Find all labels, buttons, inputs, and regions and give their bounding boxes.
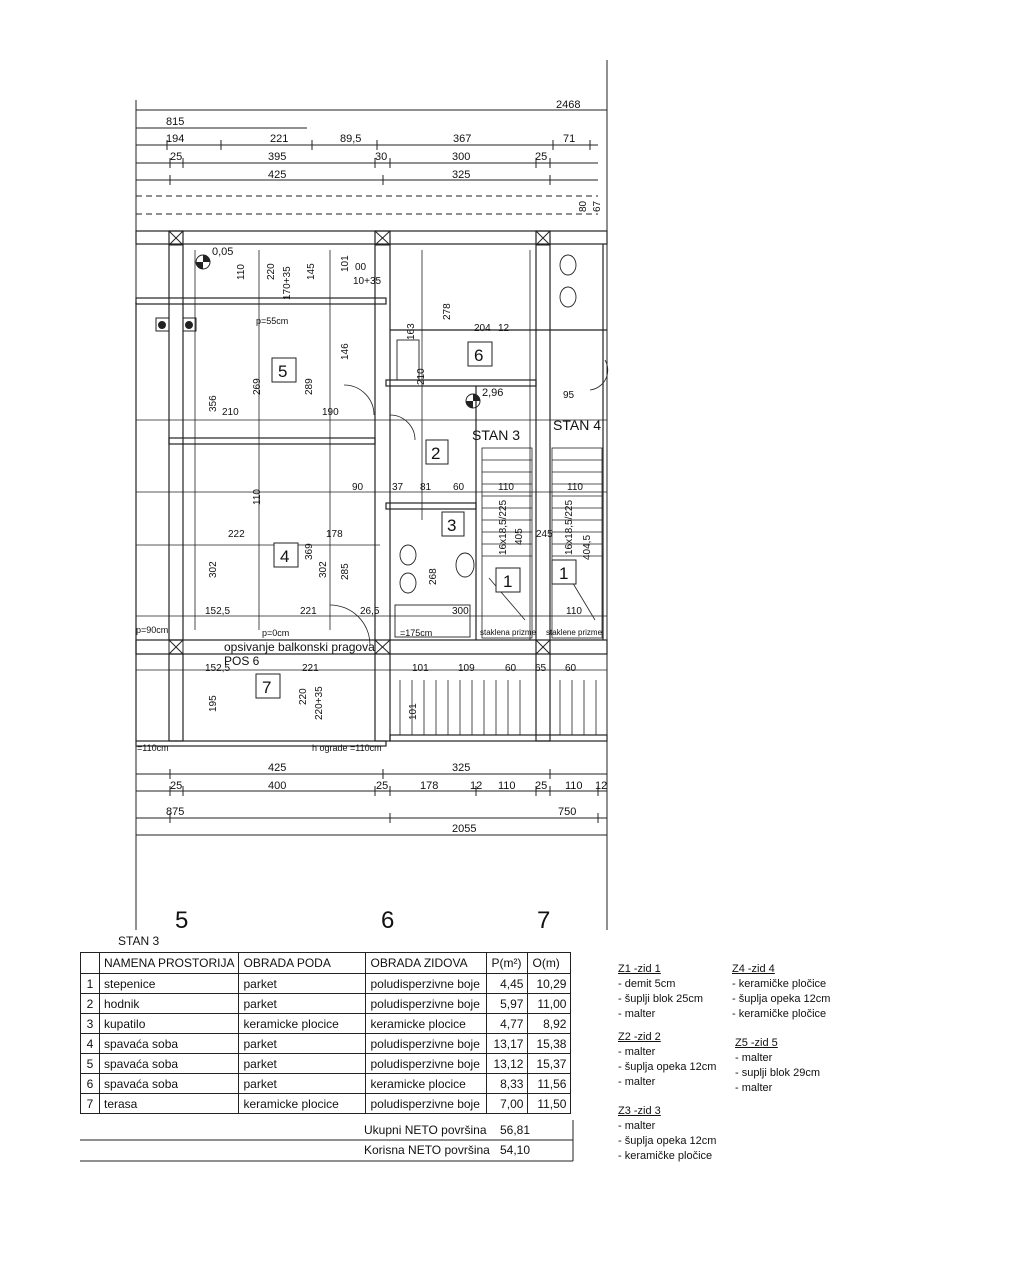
legend-item: - keramičke pločice — [618, 1150, 713, 1162]
inner-dim: 204 — [474, 323, 491, 334]
wall-finish: poludisperzivne boje — [366, 974, 487, 994]
inner-dim: 60 — [565, 663, 577, 674]
sill-height: p=0cm — [262, 628, 290, 638]
table-row — [81, 1034, 571, 1054]
level-marker-icon — [196, 255, 210, 269]
wall-legend-z5 — [735, 1036, 820, 1096]
sill-height: p=90cm — [136, 625, 169, 635]
dim-top-row4: 325 — [452, 169, 471, 181]
room-name: terasa — [100, 1094, 239, 1114]
floor-finish: keramicke plocice — [239, 1094, 366, 1114]
legend-item: - malter — [618, 1046, 656, 1058]
wall-legend-z3 — [618, 1104, 716, 1164]
table-header-row — [81, 953, 571, 974]
floor-finish: parket — [239, 974, 366, 994]
legend-title: Z2 -zid 2 — [618, 1031, 661, 1043]
row-index: 2 — [81, 994, 100, 1014]
inner-dim: 110 — [252, 489, 263, 505]
wall-legend-z4 — [732, 962, 830, 1022]
inner-dim: 356 — [208, 395, 219, 412]
inner-dim: 404,5 — [582, 534, 593, 560]
inner-dim: 302 — [318, 561, 329, 578]
room-number: 7 — [262, 678, 272, 697]
inner-dim: 60 — [505, 663, 517, 674]
row-index: 6 — [81, 1074, 100, 1094]
room-name: spavaća soba — [100, 1054, 239, 1074]
sill-height: p=55cm — [256, 316, 289, 326]
table-row — [81, 994, 571, 1014]
dim-bottom-row2: 110 — [498, 780, 516, 792]
axis-label: 5 — [175, 907, 189, 930]
inner-dim: 163 — [406, 323, 417, 340]
inner-dim: 26,5 — [360, 606, 380, 617]
legend-item: - keramičke pločice — [732, 978, 827, 990]
dim-bottom-row2: 25 — [376, 780, 389, 792]
dim-bottom-row2: 400 — [268, 780, 287, 792]
legend-item: - keramičke pločice — [732, 1008, 827, 1020]
wall-legend-z2 — [618, 1030, 716, 1090]
inner-dim: 152,5 — [205, 606, 231, 617]
wall-finish: poludisperzivne boje — [366, 1054, 487, 1074]
inner-dim: 110 — [566, 606, 582, 617]
inner-dim: 278 — [442, 303, 453, 320]
row-index: 4 — [81, 1034, 100, 1054]
legend-item: - šuplja opeka 12cm — [732, 993, 831, 1005]
useful-area-label: Korisna NETO površina — [364, 1143, 490, 1157]
inner-dim: 90 — [352, 482, 364, 493]
inner-dim: 16x18,5/225 — [498, 499, 509, 555]
inner-dim: 245 — [536, 529, 553, 540]
inner-dim: 146 — [340, 343, 351, 360]
dim-bottom-row3: 750 — [558, 806, 577, 818]
legend-title: Z1 -zid 1 — [618, 963, 661, 975]
floor-finish: parket — [239, 1054, 366, 1074]
table-header: OBRADA ZIDOVA — [366, 953, 487, 974]
room-number: 5 — [278, 362, 288, 381]
legend-title: Z5 -zid 5 — [735, 1037, 778, 1049]
glass-prism-note: staklene prizme — [546, 628, 603, 637]
legend-item: - malter — [618, 1008, 656, 1020]
inner-dim: 16x18,5/225 — [564, 499, 575, 555]
room-area: 13,17 — [487, 1034, 528, 1054]
room-perimeter: 11,50 — [528, 1094, 571, 1114]
room-perimeter: 15,38 — [528, 1034, 571, 1054]
inner-dim: 110 — [567, 482, 583, 493]
legend-title: Z3 -zid 3 — [618, 1105, 661, 1117]
inner-dim: 109 — [458, 663, 475, 674]
sill-height: =175cm — [400, 628, 433, 638]
floor-finish: parket — [239, 1034, 366, 1054]
room-number: 2 — [431, 444, 441, 463]
room-number: 4 — [280, 547, 290, 566]
room-perimeter: 15,37 — [528, 1054, 571, 1074]
rooms-table — [80, 952, 571, 1114]
room-perimeter: 11,00 — [528, 994, 571, 1014]
dim-bottom-row3: 875 — [166, 806, 185, 818]
inner-dim: 101 — [412, 663, 429, 674]
inner-dim: 110 — [236, 264, 247, 280]
railing-height: =110cm — [137, 743, 169, 753]
inner-dim: 145 — [306, 263, 317, 280]
table-header: P(m²) — [487, 953, 528, 974]
dim-bottom-row2: 178 — [420, 780, 439, 792]
dim-top-row2: 367 — [453, 133, 472, 145]
inner-dim: 37 — [392, 482, 404, 493]
room-number: 1 — [503, 572, 513, 591]
dim-bottom-row2: 110 — [565, 780, 583, 792]
row-index: 5 — [81, 1054, 100, 1074]
wall-finish: poludisperzivne boje — [366, 994, 487, 1014]
inner-dim: 300 — [452, 606, 469, 617]
room-perimeter: 8,92 — [528, 1014, 571, 1034]
balcony-note: opsivanje balkonski pragova — [224, 640, 375, 654]
level-marker-icon — [466, 394, 480, 408]
dim-bottom-row2: 25 — [535, 780, 548, 792]
floor-finish: parket — [239, 994, 366, 1014]
room-area: 4,77 — [487, 1014, 528, 1034]
legend-item: - malter — [735, 1082, 773, 1094]
dim-top-row2: 89,5 — [340, 133, 362, 145]
legend-title: Z4 -zid 4 — [732, 963, 775, 975]
dim-top-row3: 300 — [452, 151, 471, 163]
legend-item: - suplji blok 29cm — [735, 1067, 820, 1079]
apartment-label: STAN 3 — [472, 427, 520, 443]
legend-item: - malter — [618, 1120, 656, 1132]
legend-item: - šuplji blok 25cm — [618, 993, 703, 1005]
inner-dim: 221 — [302, 663, 319, 674]
room-area: 13,12 — [487, 1054, 528, 1074]
dim-top-row1: 815 — [166, 116, 185, 128]
inner-dim: 220 — [298, 688, 309, 705]
room-area: 4,45 — [487, 974, 528, 994]
inner-dim: 220+35 — [314, 686, 325, 720]
inner-dim: 101 — [340, 255, 351, 272]
dim-top-row2: 194 — [166, 133, 185, 145]
room-name: kupatilo — [100, 1014, 239, 1034]
dim-top-row3: 25 — [535, 151, 548, 163]
axis-label: 6 — [381, 907, 395, 930]
inner-dim: 190 — [322, 407, 339, 418]
wall-finish: keramicke plocice — [366, 1074, 487, 1094]
table-row — [81, 1014, 571, 1034]
legend-item: - malter — [618, 1076, 656, 1088]
dim-top-row3: 25 — [170, 151, 183, 163]
wall-legend-z1 — [618, 962, 703, 1022]
railing-height: h ograde =110cm — [312, 743, 382, 753]
room-name: spavaća soba — [100, 1034, 239, 1054]
apartment-label: STAN 4 — [553, 417, 601, 433]
total-area-label: Ukupni NETO površina — [364, 1123, 487, 1137]
dim-total-top: 2468 — [556, 99, 581, 111]
dim-bottom-total: 2055 — [452, 823, 477, 835]
inner-dim: 81 — [420, 482, 432, 493]
dim-top-row3: 30 — [375, 151, 388, 163]
table-header: NAMENA PROSTORIJA — [100, 953, 239, 974]
glass-prism-note: staklena prizme — [480, 628, 537, 637]
dim-top-row2: 221 — [270, 133, 289, 145]
inner-dim: 289 — [304, 378, 315, 395]
inner-dim: 110 — [498, 482, 514, 493]
room-name: hodnik — [100, 994, 239, 1014]
wall-finish: poludisperzivne boje — [366, 1034, 487, 1054]
inner-dim: 195 — [208, 695, 219, 712]
inner-dim: 170+35 — [282, 266, 293, 300]
inner-dim: 405 — [514, 528, 525, 545]
table-header-index — [81, 953, 100, 974]
inner-dim: 65 — [535, 663, 547, 674]
table-row — [81, 1074, 571, 1094]
dim-bottom-row1: 425 — [268, 762, 287, 774]
table-row — [81, 974, 571, 994]
table-caption: STAN 3 — [118, 934, 160, 948]
row-index: 1 — [81, 974, 100, 994]
room-perimeter: 11,56 — [528, 1074, 571, 1094]
room-area: 5,97 — [487, 994, 528, 1014]
inner-dim: 285 — [340, 563, 351, 580]
room-area: 7,00 — [487, 1094, 528, 1114]
room-number: 1 — [559, 564, 569, 583]
level-label: 2,96 — [482, 387, 504, 399]
legend-item: - malter — [735, 1052, 773, 1064]
legend-item: - šuplja opeka 12cm — [618, 1135, 717, 1147]
legend-item: - demit 5cm — [618, 978, 676, 990]
inner-dim: 222 — [228, 529, 245, 540]
inner-dim: 178 — [326, 529, 343, 540]
inner-dim: 67 — [592, 200, 603, 212]
bottom-dimension-lines — [136, 769, 607, 835]
inner-dim: 101 — [408, 703, 419, 720]
dim-bottom-row2: 12 — [470, 780, 483, 792]
table-header: OBRADA PODA — [239, 953, 366, 974]
inner-dim: 80 — [578, 200, 589, 212]
inner-dim: 269 — [252, 378, 263, 395]
room-name: spavaća soba — [100, 1074, 239, 1094]
dim-bottom-row2: 25 — [170, 780, 183, 792]
floor-finish: parket — [239, 1074, 366, 1094]
row-index: 3 — [81, 1014, 100, 1034]
table-header: O(m) — [528, 953, 571, 974]
legend-item: - šuplja opeka 12cm — [618, 1061, 717, 1073]
dim-bottom-row2: 12 — [595, 780, 608, 792]
table-row — [81, 1094, 571, 1114]
row-index: 7 — [81, 1094, 100, 1114]
inner-dim: 369 — [304, 543, 315, 560]
inner-dim: 12 — [498, 323, 510, 334]
wall-finish: keramicke plocice — [366, 1014, 487, 1034]
outlet-icon — [156, 318, 196, 331]
railing-hatch — [400, 680, 596, 735]
dim-top-row3: 395 — [268, 151, 287, 163]
floor-finish: keramicke plocice — [239, 1014, 366, 1034]
inner-dim: 221 — [300, 606, 317, 617]
room-area: 8,33 — [487, 1074, 528, 1094]
level-label: 0,05 — [212, 246, 234, 258]
inner-dim: 210 — [416, 368, 427, 385]
room-name: stepenice — [100, 974, 239, 994]
room-perimeter: 10,29 — [528, 974, 571, 994]
room-number: 6 — [474, 346, 484, 365]
table-row — [81, 1054, 571, 1074]
total-area-value: 56,81 — [500, 1123, 531, 1137]
inner-dim: 60 — [453, 482, 465, 493]
pos-label: POS 6 — [224, 654, 260, 668]
inner-dim: 268 — [428, 568, 439, 585]
dim-top-row2: 71 — [563, 133, 576, 145]
inner-dim: 152,5 — [205, 663, 231, 674]
inner-dim: 210 — [222, 407, 239, 418]
wall-finish: poludisperzivne boje — [366, 1094, 487, 1114]
inner-dim: 10+35 — [353, 276, 382, 287]
useful-area-value: 54,10 — [500, 1143, 531, 1157]
inner-dim: 302 — [208, 561, 219, 578]
dim-top-row4: 425 — [268, 169, 287, 181]
dim-bottom-row1: 325 — [452, 762, 471, 774]
axis-label: 7 — [537, 907, 551, 930]
inner-dim: 220 — [266, 263, 277, 280]
inner-dim: 95 — [563, 390, 575, 401]
inner-dim: 00 — [355, 262, 367, 273]
room-number: 3 — [447, 516, 457, 535]
